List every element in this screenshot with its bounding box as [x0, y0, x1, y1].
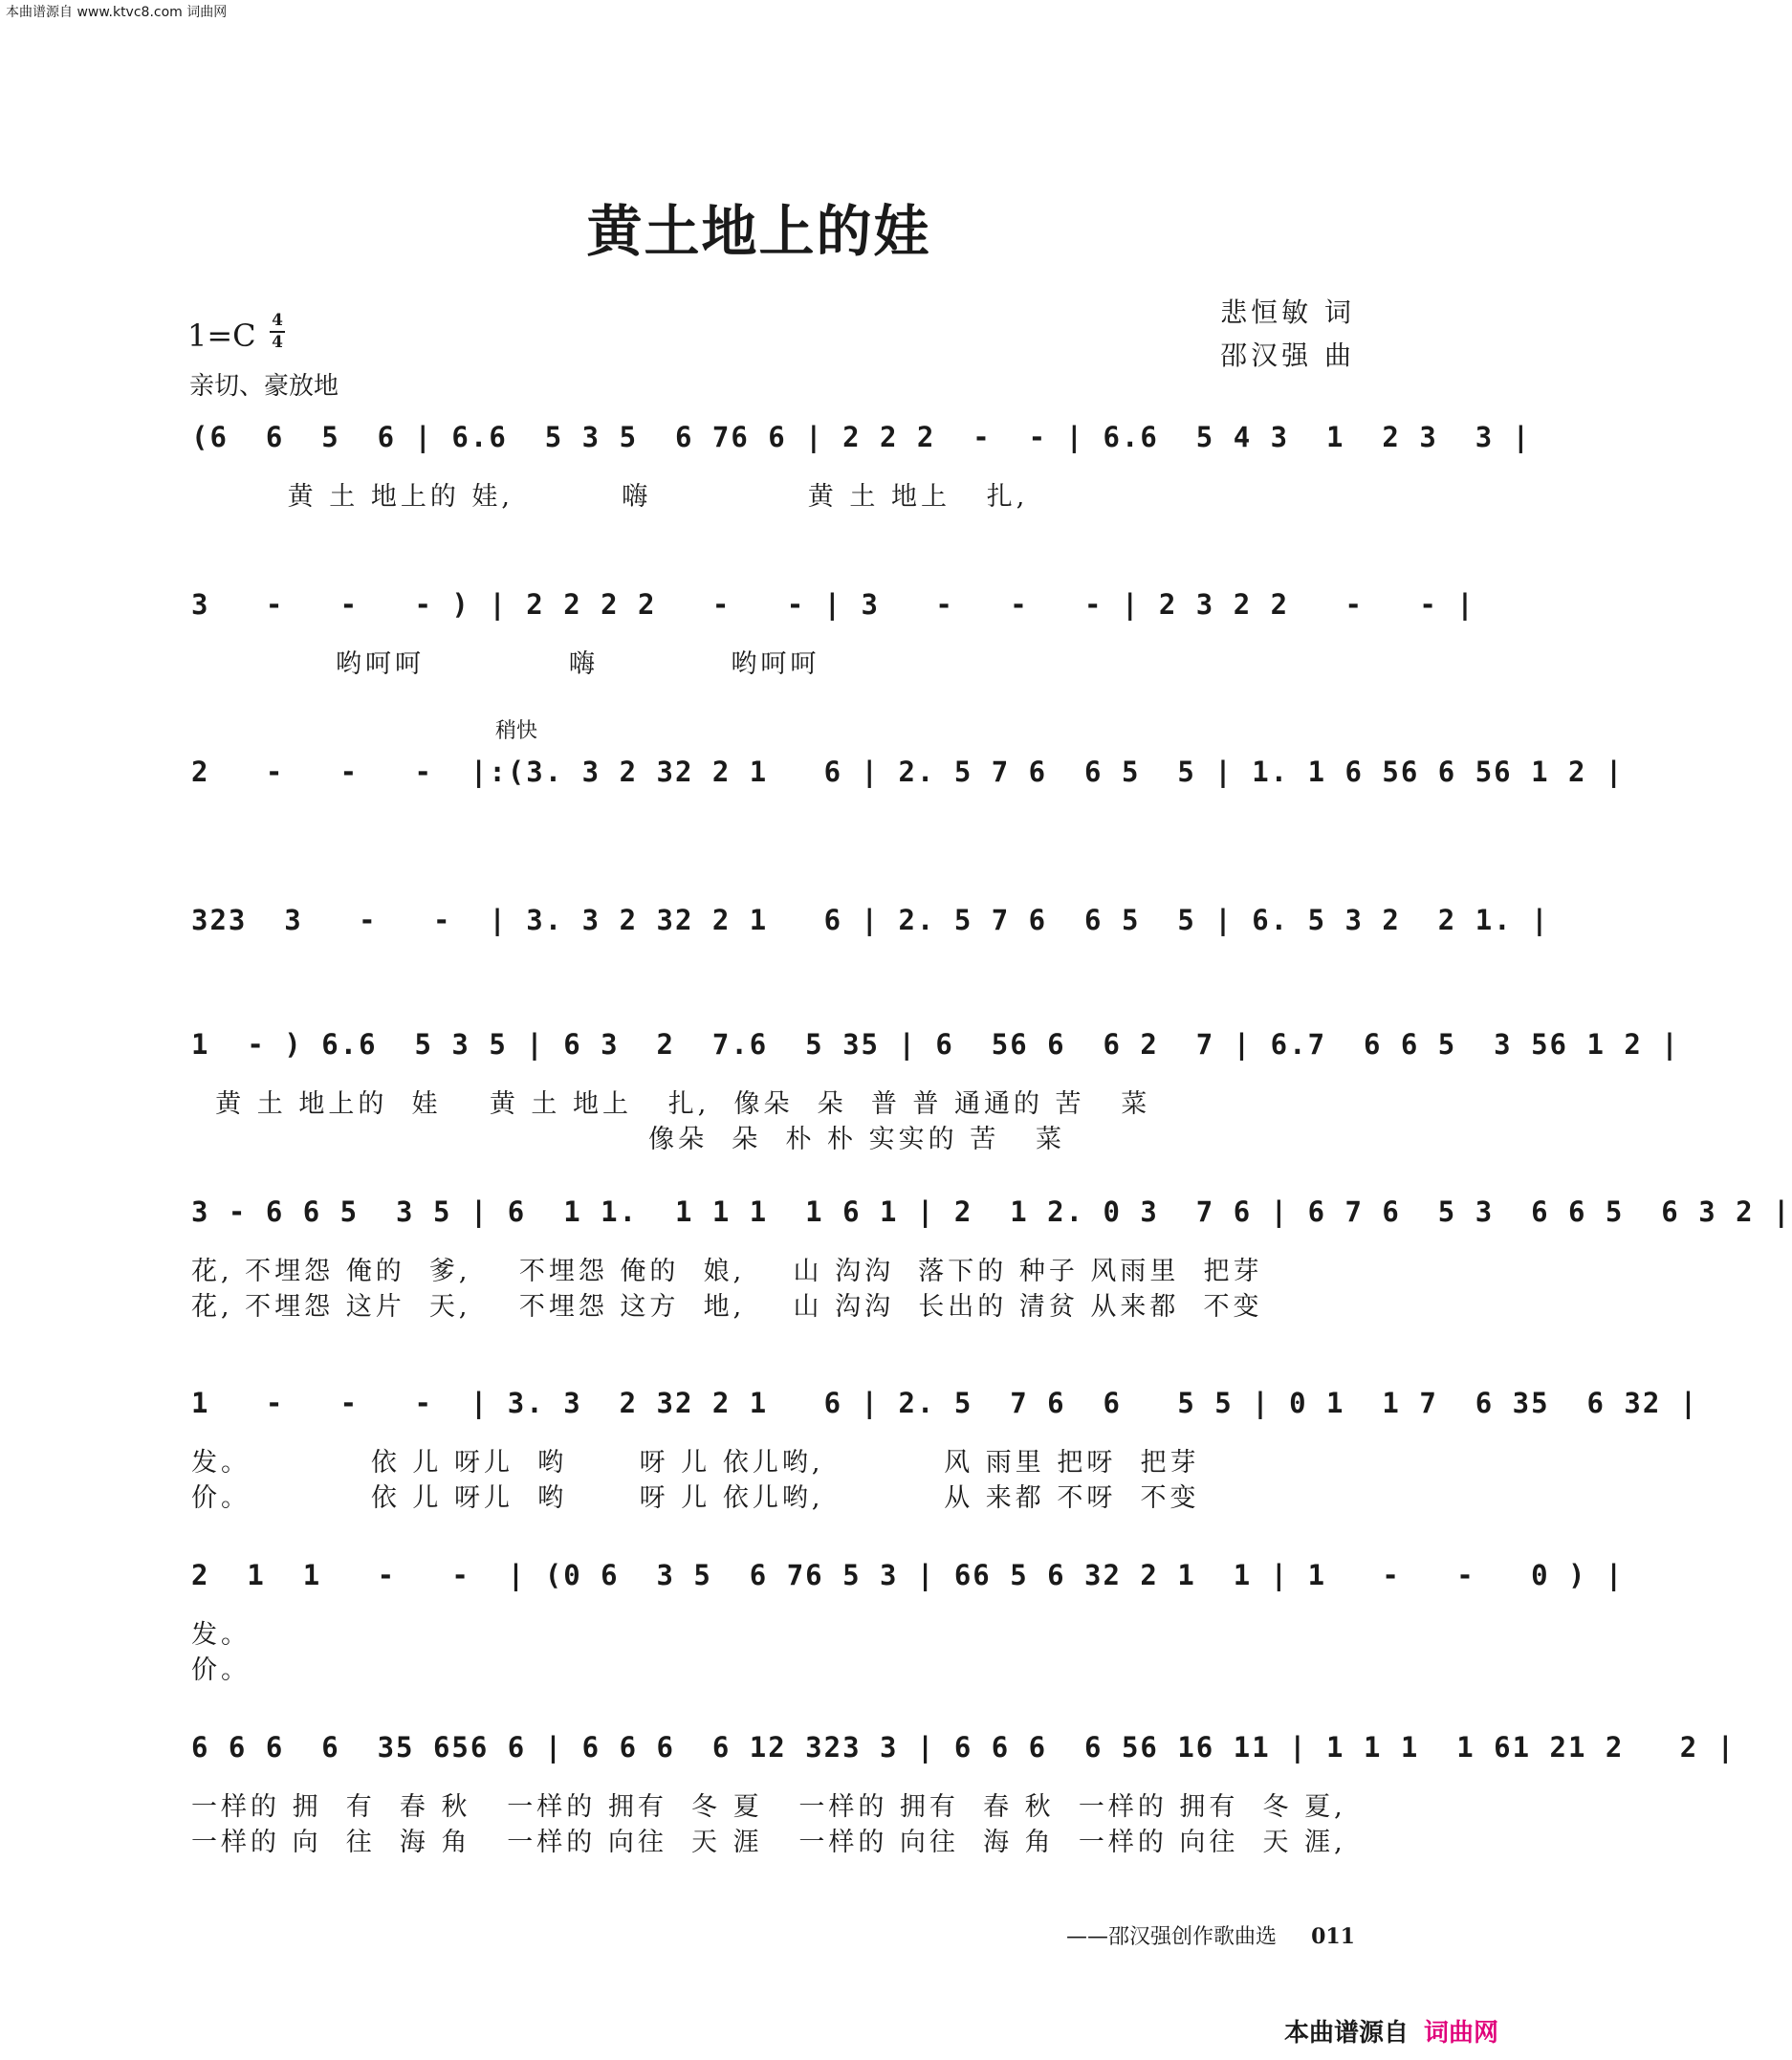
lyric-line: 一样的 拥 有 春 秋 一样的 拥有 冬 夏 一样的 拥有 春 秋 一样的 拥有 冬 夏, [191, 1792, 1346, 1822]
lyric-line: 花, 不埋怨 这片 天, 不埋怨 这方 地, 山 沟沟 长出的 清贫 从来都 不变 [191, 1292, 1263, 1322]
watermark-top: 本曲谱源自 www.ktvc8.com 词曲网 [6, 5, 228, 20]
notation-row: 3 - - - ) | 2 2 2 2 - - | 3 - - - | 2 3 2 2 - - | [191, 588, 1475, 621]
collection-name: ——邵汉强创作歌曲选 [1066, 1925, 1278, 1949]
key-signature: 1=C [187, 318, 256, 354]
notation-row: 6 6 6 6 35 656 6 | 6 6 6 6 12 323 3 | 6 6 6 6 56 16 11 | 1 1 1 1 61 21 2 2 | [191, 1731, 1737, 1764]
time-signature [270, 313, 285, 351]
notation-row: 1 - ) 6.6 5 3 5 | 6 3 2 7.6 5 35 | 6 56 6 6 2 7 | 6.7 6 6 5 3 56 1 2 | [191, 1028, 1680, 1061]
lyric-line: 哟呵呵 嗨 哟呵呵 [191, 649, 820, 679]
lyric-line: 发。 依 儿 呀儿 哟 呀 儿 依儿哟, 风 雨里 把呀 把芽 [191, 1448, 1200, 1478]
lyric-line: 黄 土 地上的 娃 黄 土 地上 扎, 像朵 朵 普 普 通通的 苦 菜 [191, 1089, 1151, 1119]
lyric-line: 一样的 向 往 海 角 一样的 向往 天 涯 一样的 向往 海 角 一样的 向往 天 涯, [191, 1828, 1346, 1857]
lyric-line: 价。 [191, 1655, 251, 1685]
page-number: 011 [1311, 1924, 1355, 1949]
lyricist-credit: 悲恒敏 词 [1220, 296, 1355, 328]
time-sig-denominator: 4 [272, 333, 283, 352]
lyric-line: 像朵 朵 朴 朴 实实的 苦 菜 [191, 1125, 1065, 1154]
watermark-bottom-site: 词曲网 [1423, 2019, 1498, 2048]
lyric-line: 黄 土 地上的 娃, 嗨 黄 土 地上 扎, [191, 482, 1029, 512]
notation-row: 2 1 1 - - | (0 6 3 5 6 76 5 3 | 66 5 6 32 2 1 1 | 1 - - 0 ) | [191, 1559, 1625, 1591]
lyric-line: 价。 依 儿 呀儿 哟 呀 儿 依儿哟, 从 来都 不呀 不变 [191, 1483, 1200, 1513]
expression-marking: 亲切、豪放地 [189, 372, 339, 401]
composer-credit: 邵汉强 曲 [1220, 340, 1355, 371]
notation-row: (6 6 5 6 | 6.6 5 3 5 6 76 6 | 2 2 2 - - | 6.6 5 4 3 1 2 3 3 | [191, 421, 1532, 453]
lyric-line: 花, 不埋怨 俺的 爹, 不埋怨 俺的 娘, 山 沟沟 落下的 种子 风雨里 把芽 [191, 1257, 1263, 1286]
notation-row: 3 - 6 6 5 3 5 | 6 1 1. 1 1 1 1 6 1 | 2 1 2. 0 3 7 6 | 6 7 6 5 3 6 6 5 6 3 2 | [191, 1195, 1792, 1228]
watermark-bottom [1284, 2013, 1498, 2049]
song-title: 黄土地上的娃 [586, 199, 931, 264]
lyric-line: 发。 [191, 1620, 251, 1650]
notation-row: 323 3 - - | 3. 3 2 32 2 1 6 | 2. 5 7 6 6 5 5 | 6. 5 3 2 2 1. | [191, 904, 1550, 936]
notation-row: 2 - - - |:(3. 3 2 32 2 1 6 | 2. 5 7 6 6 5 5 | 1. 1 6 56 6 56 1 2 | [191, 756, 1625, 788]
notation-row: 1 - - - | 3. 3 2 32 2 1 6 | 2. 5 7 6 6 5 5 | 0 1 1 7 6 35 6 32 | [191, 1387, 1699, 1419]
page-footer [1066, 1920, 1355, 1950]
watermark-bottom-text: 本曲谱源自 [1283, 2019, 1409, 2048]
tempo-marking: 稍快 [495, 719, 538, 743]
time-sig-numerator: 4 [272, 311, 283, 330]
